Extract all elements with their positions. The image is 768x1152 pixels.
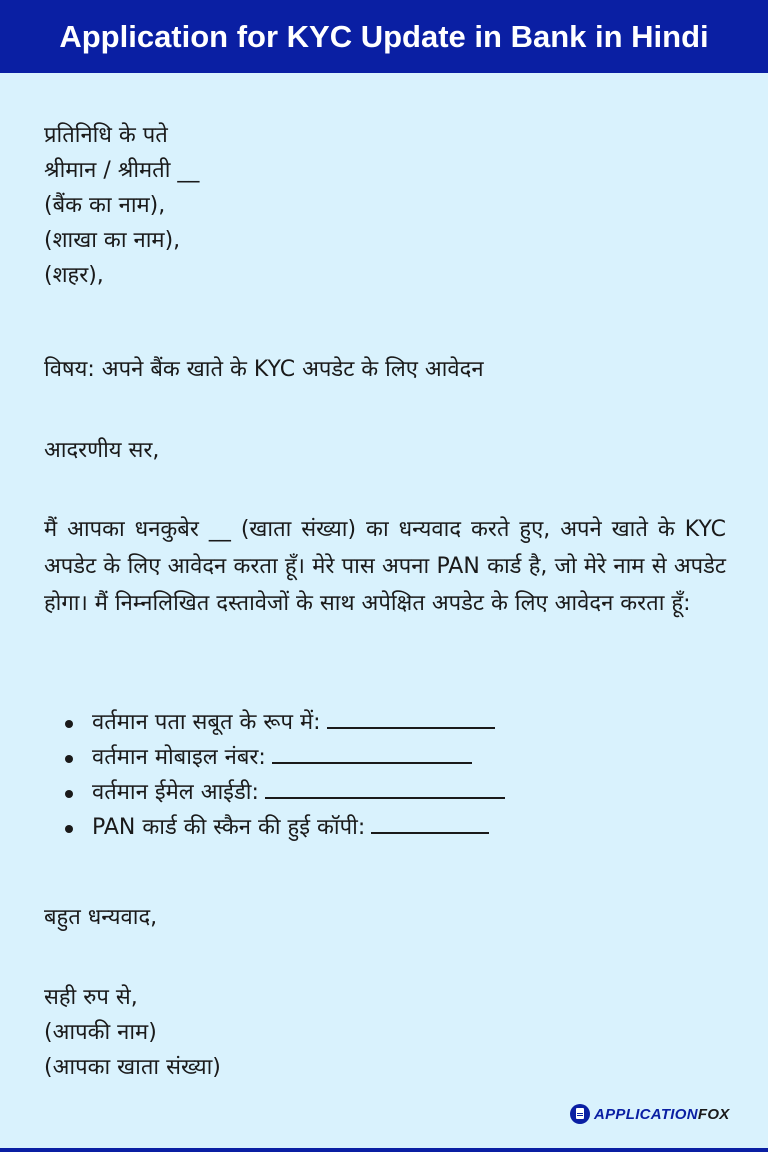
bottom-border <box>0 1148 768 1152</box>
address-line: (बैंक का नाम), <box>44 193 166 218</box>
header-bar <box>0 0 768 73</box>
brand-name-part1: APPLICATION <box>594 1105 698 1123</box>
signature-block <box>44 980 726 1085</box>
closing-text: बहुत धन्यवाद, <box>44 905 158 930</box>
brand-name <box>594 1106 730 1123</box>
signature-line: सही रुप से, <box>44 985 138 1010</box>
salutation <box>44 433 726 468</box>
item-label: वर्तमान पता सबूत के रूप में: <box>92 710 321 735</box>
item-label: PAN कार्ड की स्कैन की हुई कॉपी: <box>92 815 366 840</box>
document-icon <box>570 1104 590 1124</box>
signature-line: (आपकी नाम) <box>44 1020 157 1045</box>
list-item <box>44 740 505 775</box>
fill-blank <box>371 812 489 834</box>
subject-line <box>44 352 726 387</box>
document-list <box>44 705 505 845</box>
list-item <box>44 810 505 845</box>
list-item <box>44 775 505 810</box>
recipient-address <box>44 118 726 293</box>
subject-text: विषय: अपने बैंक खाते के KYC अपडेट के लिए आवेदन <box>44 357 484 382</box>
fill-blank <box>265 777 505 799</box>
fill-blank <box>272 742 472 764</box>
address-line: (शहर), <box>44 263 104 288</box>
item-label: वर्तमान मोबाइल नंबर: <box>92 745 266 770</box>
body-paragraph: मैं आपका धनकुबेर __ (खाता संख्या) का धन्यवाद करते हुए, अपने खाते के KYC अपडेट के लिए आवेदन करता हूँ। मेरे पास अपना PAN कार्ड है, जो मेरे नाम से अपडेट होगा। मैं निम्नलिखित दस्तावेजों के साथ अपेक्षित अपडेट के लिए आवेदन करता हूँ: <box>44 517 726 616</box>
item-label: वर्तमान ईमेल आईडी: <box>92 780 259 805</box>
brand-name-part2: FOX <box>697 1105 730 1123</box>
address-line: (शाखा का नाम), <box>44 228 181 253</box>
brand-logo <box>570 1102 730 1126</box>
signature-line: (आपका खाता संख्या) <box>44 1055 221 1080</box>
page-title: Application for KYC Update in Bank in Hindi <box>59 18 709 54</box>
closing <box>44 900 726 935</box>
fill-blank <box>327 707 495 729</box>
salutation-text: आदरणीय सर, <box>44 438 160 463</box>
list-item <box>44 705 505 740</box>
address-line: श्रीमान / श्रीमती __ <box>44 158 200 183</box>
address-line: प्रतिनिधि के पते <box>44 123 168 148</box>
